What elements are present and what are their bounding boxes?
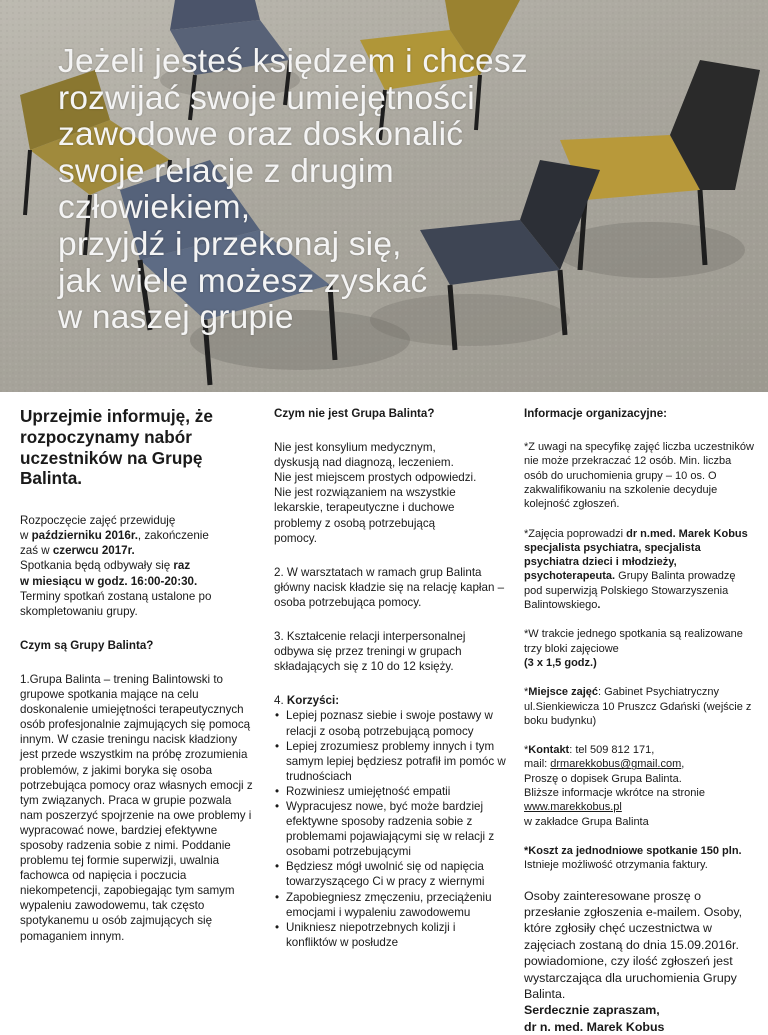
cost-info <box>524 844 756 873</box>
benefit-item: • Lepiej poznasz siebie i swoje postawy w relacji z osobą potrzebującą pomocy <box>274 708 506 738</box>
not-body <box>274 440 506 546</box>
headline <box>58 44 578 337</box>
not-line: dyskusją nad diagnozą, leczeniem. <box>274 456 454 470</box>
email-link[interactable]: drmarekkobus@gmail.com <box>550 758 682 771</box>
headline-line: w naszej grupie <box>58 299 294 337</box>
meeting-hours: w miesiącu w godz. 16:00-20:30. <box>20 574 198 588</box>
closing-greeting: Serdecznie zapraszam, <box>524 1003 660 1018</box>
what-heading: Czym są Grupy Balinta? <box>20 638 154 652</box>
contact-info <box>524 743 756 829</box>
not-line: Nie jest rozwiązaniem na wszystkie <box>274 486 456 500</box>
benefits-list <box>274 708 506 950</box>
benefits-label: Korzyści: <box>286 694 340 708</box>
not-line: lekarskie, terapeutyczne i duchowe <box>274 501 455 515</box>
not-heading: Czym nie jest Grupa Balinta? <box>274 407 435 420</box>
headline-line: swoje relacje z drugim <box>58 152 394 190</box>
trainer-info <box>524 527 756 613</box>
headline-line: jak wiele możesz zyskać <box>58 262 428 300</box>
start-text: w <box>20 529 32 543</box>
benefit-item: • Lepiej zrozumiesz problemy innych i tym samym lepiej będziesz potrafił im pomóc w trudnościach <box>274 739 506 784</box>
hero-photo <box>0 0 768 392</box>
headline-line: rozwijać swoje umiejętności <box>58 79 475 117</box>
contact-star: * <box>524 744 529 757</box>
website-link[interactable]: www.marekkobus.pl <box>524 801 622 814</box>
point-3: 3. Kształcenie relacji interpersonalnej odbywa się przez treningi w grupach składających się z 10 do 12 księży. <box>274 630 466 674</box>
not-line: Nie jest miejscem prostych odpowiedzi. <box>274 471 477 485</box>
headline-line: przyjdź i przekonaj się, <box>58 225 402 263</box>
place-label: Miejsce zajęć <box>528 686 598 699</box>
trainer-supervision: Grupy Balinta prowadzę pod superwizją Polskiego Stowarzyszenia Balintowskiego <box>524 570 736 612</box>
end-date: czerwcu 2017r. <box>52 544 135 558</box>
what-body: 1.Grupa Balinta – trening Balintowski to grupowe spotkania mające na celu doskonalenie umiejętności terapeutycznych osób profesjonalnie zajmujących się pomocą innym. W czasie treningu nacisk kładziony jest przede wszystkim na próbę zrozumienia problemów, z jakimi boryka się osoba potrzebująca pomocy oraz własnych emocji z tym związanych. Praca w grupie pozwala nam poszerzyć spojrzenie na owe problemy i wypracować nowe, bardziej efektywne sposoby radzenia sobie z nimi. Poddanie problemu tej formie superwizji, uwalnia fachowca od napięcia i poczucia niekompetencji, zapobiegając tym samym wypaleniu zawodowemu, tak często spotykanemu u osób zajmujących się pomaganiem innym. <box>20 672 253 943</box>
place-info <box>524 685 756 728</box>
closing-body: Osoby zainteresowane proszę o przesłanie zgłoszenia e-mailem. Osoby, które zgłosiły chęć uczestnictwa w zajęciach zostaną do dnia 15.09.2016r. powiadomione, czy ilość zgłoszeń jest wystarczająca dla uruchomienia Grupy Balinta. <box>524 888 743 1001</box>
column-organization <box>524 406 756 1035</box>
start-info <box>20 513 254 619</box>
benefit-item: • Będziesz mógł uwolnić się od napięcia towarzyszącego Ci w pracy z wiernymi <box>274 859 506 889</box>
trainer-name: dr n.med. Marek Kobus specjalista psychiatra, specjalista psychiatra dzieci i młodzieży, psychoterapeuta. <box>524 527 748 583</box>
mail-prefix: mail: <box>524 758 551 771</box>
contact-note: w zakładce Grupa Balinta <box>524 815 649 828</box>
benefit-item: • Wypracujesz nowe, być może bardziej efektywne sposoby radzenia sobie z problemami pojawiającymi się w relacji z osobami potrzebującymi <box>274 799 506 859</box>
benefits-number: 4. <box>274 694 287 708</box>
point-2: 2. W warsztatach w ramach grup Balinta główny nacisk kładzie się na relację kapłan –osoba potrzebująca pomocy. <box>274 565 505 609</box>
place-star: * <box>524 686 529 699</box>
mail-suffix: , <box>681 758 685 771</box>
start-text: Rozpoczęcie zajęć przewiduję <box>20 514 176 528</box>
not-line: pomocy. <box>274 531 317 545</box>
benefits-heading <box>274 693 506 708</box>
closing-text <box>524 888 756 1035</box>
session-duration: (3 x 1,5 godz.) <box>524 656 597 669</box>
contact-note: Proszę o dopisek Grupa Balinta. <box>524 772 682 785</box>
headline-line: zawodowe oraz doskonalić <box>58 116 464 154</box>
headline-line: Jeżeli jesteś księdzem i chcesz <box>58 43 528 80</box>
contact-phone: : tel 509 812 171, <box>569 744 655 757</box>
start-text: Terminy spotkań zostaną ustalone po skompletowaniu grupy. <box>20 589 212 618</box>
closing-signature: dr n. med. Marek Kobus <box>524 1019 665 1034</box>
start-text: Spotkania będą odbywały się <box>20 559 174 573</box>
column-about <box>274 406 506 950</box>
place-address: : Gabinet Psychiatryczny ul.Sienkiewicza 10 Pruszcz Gdański (wejście z boku budynku) <box>524 686 752 727</box>
contact-label: Kontakt <box>528 744 570 757</box>
trainer-end: . <box>597 599 601 612</box>
cost-amount: *Koszt za jednodniowe spotkanie 150 pln. <box>524 844 742 857</box>
contact-note: Bliższe informacje wkrótce na stronie <box>524 787 705 800</box>
headline-line: człowiekiem, <box>58 189 251 227</box>
column-intro <box>20 406 254 944</box>
session-blocks <box>524 627 756 670</box>
start-text: , zakończenie <box>137 529 209 543</box>
intro-lead: Uprzejmie informuję, że rozpoczynamy nabór uczestników na Grupę Balinta. <box>20 406 213 489</box>
cost-invoice: Istnieje możliwość otrzymania faktury. <box>524 859 708 872</box>
session-text: *W trakcie jednego spotkania są realizowane trzy bloki zajęciowe <box>524 628 743 655</box>
benefit-item: • Rozwiniesz umiejętność empatii <box>274 784 506 799</box>
benefit-item: • Unikniesz niepotrzebnych kolizji i konfliktów w posłudze <box>274 920 506 950</box>
org-heading: Informacje organizacyjne: <box>524 407 668 420</box>
frequency: raz <box>173 559 191 573</box>
not-line: Nie jest konsylium medycznym, <box>274 441 436 455</box>
start-text: zaś w <box>20 544 53 558</box>
trainer-prefix: *Zajęcia poprowadzi <box>524 527 627 540</box>
benefit-item: • Zapobiegniesz zmęczeniu, przeciążeniu emocjami i wypaleniu zawodowemu <box>274 890 506 920</box>
start-date: październiku 2016r. <box>31 529 138 543</box>
not-line: problemy z osobą potrzebującą <box>274 516 436 530</box>
participant-limit: *Z uwagi na specyfikę zajęć liczba uczestników nie może przekraczać 12 osób. Min. liczba osób do uruchomienia grupy – 10 os. O zakwalifikowaniu na szkolenie decyduje kolejność zgłoszeń. <box>524 441 754 511</box>
